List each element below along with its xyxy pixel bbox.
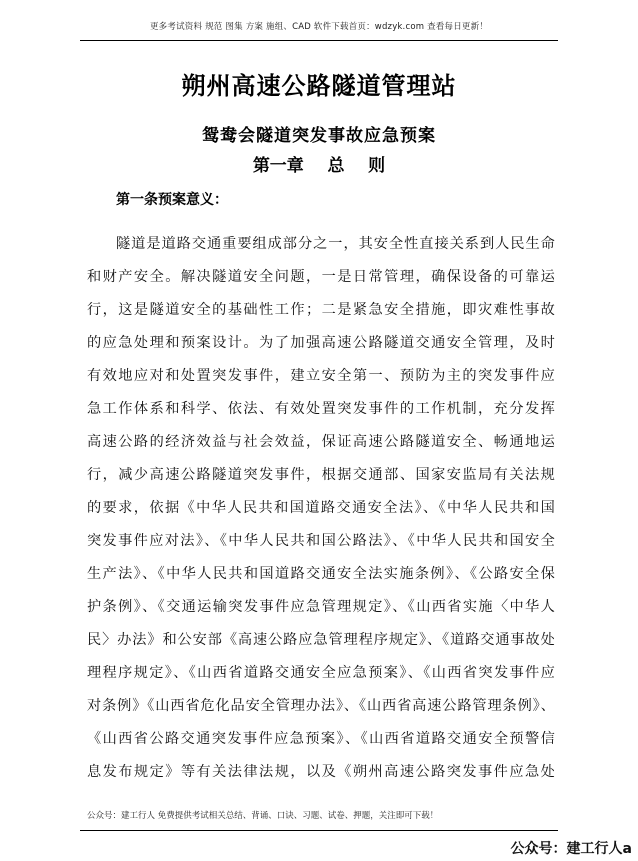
body-line: 隧道是道路交通重要组成部分之一，其安全性直接关系到人民生命: [116, 236, 555, 252]
section-heading: 第一条预案意义：: [116, 192, 228, 208]
footer-divider: [80, 830, 558, 831]
body-paragraph: [87, 228, 555, 789]
body-line: 的应急处理和预案设计。为了加强高速公路隧道交通安全管理，及时: [87, 335, 555, 351]
body-line: 有效地应对和处置突发事件，建立安全第一、预防为主的突发事件应: [87, 368, 555, 384]
document-subtitle: 鸳鸯会隧道突发事故应急预案: [202, 126, 436, 146]
header-divider: [80, 40, 558, 41]
wechat-watermark: 公众号：建工行人a: [507, 838, 636, 860]
body-line: 行，这是隧道安全的基础性工作；二是紧急安全措施，即灾难性事故: [87, 302, 555, 318]
body-line: 民〉办法》和公安部《高速公路应急管理程序规定》、《道路交通事故处: [87, 632, 555, 648]
body-line: 生产法》、《中华人民共和国道路交通安全法实施条例》、《公路安全保: [87, 566, 555, 582]
body-line: 突发事件应对法》、《中华人民共和国公路法》、《中华人民共和国安全: [87, 533, 555, 549]
body-line: 护条例》、《交通运输突发事件应急管理规定》、《山西省实施〈中华人: [87, 599, 555, 615]
body-line: 行，减少高速公路隧道突发事件，根据交通部、国家安监局有关法规: [87, 467, 555, 483]
footer-notice: 公众号：建工行人 免费提供考试相关总结、背诵、口诀、习题、试卷、押题，关注即可下载！: [87, 811, 439, 821]
body-line: 高速公路的经济效益与社会效益，保证高速公路隧道安全、畅通地运: [87, 434, 555, 450]
header-notice: 更多考试资料 规范 图集 方案 施组、CAD 软件下载首页：wdzyk.com 查看每日更新！: [149, 22, 489, 32]
chapter-heading: 第一章 总 则: [252, 156, 386, 176]
body-line: 急工作体系和科学、依法、有效处置突发事件的工作机制，充分发挥: [87, 401, 555, 417]
body-line: 和财产安全。解决隧道安全问题，一是日常管理，确保设备的可靠运: [87, 269, 555, 285]
body-line: 理程序规定》、《山西省道路交通安全应急预案》、《山西省突发事件应: [87, 665, 555, 681]
body-line: 《山西省公路交通突发事件应急预案》、《山西省道路交通安全预警信: [87, 731, 555, 747]
body-line: 的要求，依据《中华人民共和国道路交通安全法》、《中华人民共和国: [87, 500, 555, 516]
body-line: 息发布规定》等有关法律法规，以及《朔州高速公路突发事件应急处: [87, 764, 555, 780]
document-title: 朔州高速公路隧道管理站: [181, 72, 457, 100]
body-line: 对条例》《山西省危化品安全管理办法》、《山西省高速公路管理条例》、: [87, 698, 555, 714]
